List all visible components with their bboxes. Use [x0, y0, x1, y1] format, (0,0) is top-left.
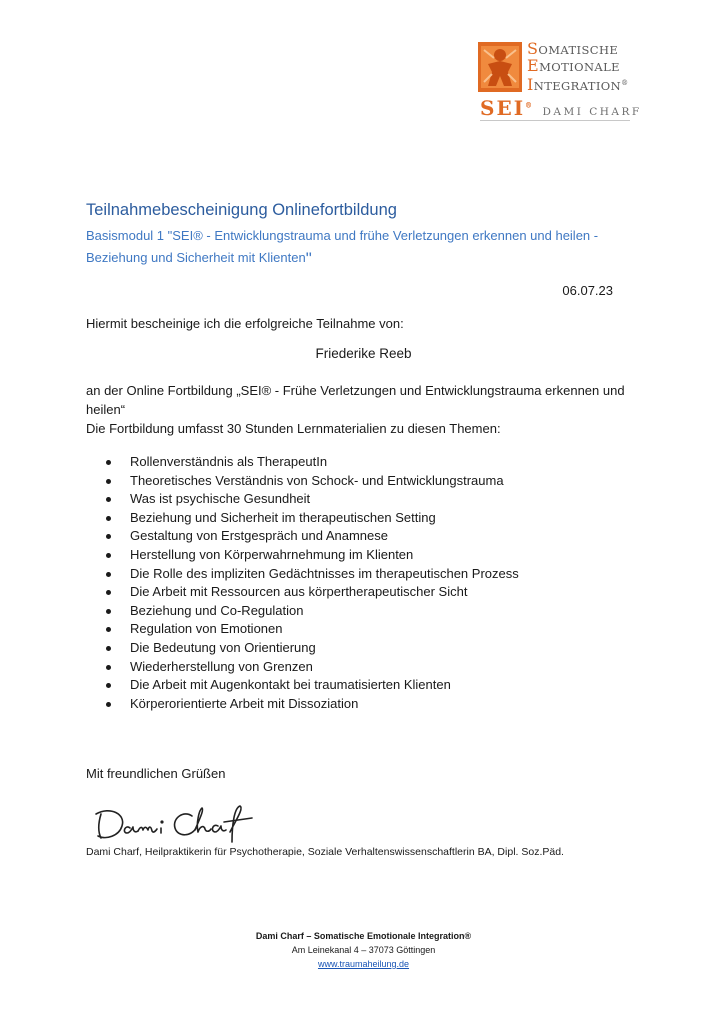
list-item: Rollenverständnis als TherapeutIn: [86, 453, 519, 472]
logo-abbr: SEI®: [480, 96, 535, 120]
logo-divider: [480, 120, 630, 121]
logo-wordmark: [527, 41, 629, 94]
course-description: [86, 381, 646, 438]
list-item: Die Bedeutung von Orientierung: [86, 639, 519, 658]
footer-organization: Dami Charf – Somatische Emotionale Integration®: [255, 931, 472, 941]
logo-line-3: INTEGRATION®: [527, 74, 629, 94]
course-title: an der Online Fortbildung „SEI® - Frühe Verletzungen und Entwicklungstrauma erkennen und heilen“: [86, 383, 625, 417]
list-item: Regulation von Emotionen: [86, 620, 519, 639]
closing-greeting: Mit freundlichen Grüßen: [86, 766, 226, 781]
handwritten-signature: [92, 800, 267, 846]
logo-tagline: [480, 96, 642, 120]
list-item: Gestaltung von Erstgespräch und Anamnese: [86, 527, 519, 546]
list-item: Was ist psychische Gesundheit: [86, 490, 519, 509]
topic-list: [86, 453, 519, 713]
logo-line-1: SOMATISCHE: [527, 39, 619, 58]
sei-figure-icon: [478, 42, 522, 92]
website-link[interactable]: www.traumaheilung.de: [317, 959, 410, 969]
list-item: Beziehung und Co-Regulation: [86, 602, 519, 621]
logo-name: DAMI CHARF: [542, 106, 642, 118]
certificate-date: 06.07.23: [562, 283, 613, 298]
certificate-subtitle: Basismodul 1 "SEI® - Entwicklungstrauma und frühe Verletzungen erkennen und heilen - Beziehung und Sicherheit mit Klienten": [86, 228, 599, 268]
list-item: Theoretisches Verständnis von Schock- und Entwicklungstrauma: [86, 472, 519, 491]
sei-logo: [478, 40, 648, 122]
list-item: Körperorientierte Arbeit mit Dissoziation: [86, 695, 519, 714]
course-hours: Die Fortbildung umfasst 30 Stunden Lernmaterialien zu diesen Themen:: [86, 421, 501, 436]
list-item: Die Arbeit mit Augenkontakt bei traumatisierten Klienten: [86, 676, 519, 695]
participant-name: Friederike Reeb: [315, 346, 412, 361]
list-item: Wiederherstellung von Grenzen: [86, 658, 519, 677]
logo-line-2: EMOTIONALE: [527, 56, 620, 75]
list-item: Die Arbeit mit Ressourcen aus körpertherapeutischer Sicht: [86, 583, 519, 602]
footer: [0, 929, 727, 971]
list-item: Beziehung und Sicherheit im therapeutischen Setting: [86, 509, 519, 528]
signer-credentials: Dami Charf, Heilpraktikerin für Psychotherapie, Soziale Verhaltenswissenschaftlerin BA, Dipl. Soz.Päd.: [86, 846, 564, 858]
intro-text: Hiermit bescheinige ich die erfolgreiche Teilnahme von:: [86, 316, 404, 331]
footer-address: Am Leinekanal 4 – 37073 Göttingen: [291, 945, 436, 955]
list-item: Herstellung von Körperwahrnehmung im Klienten: [86, 546, 519, 565]
certificate-title: Teilnahmebescheinigung Onlinefortbildung: [86, 201, 397, 219]
list-item: Die Rolle des impliziten Gedächtnisses im therapeutischen Prozess: [86, 565, 519, 584]
